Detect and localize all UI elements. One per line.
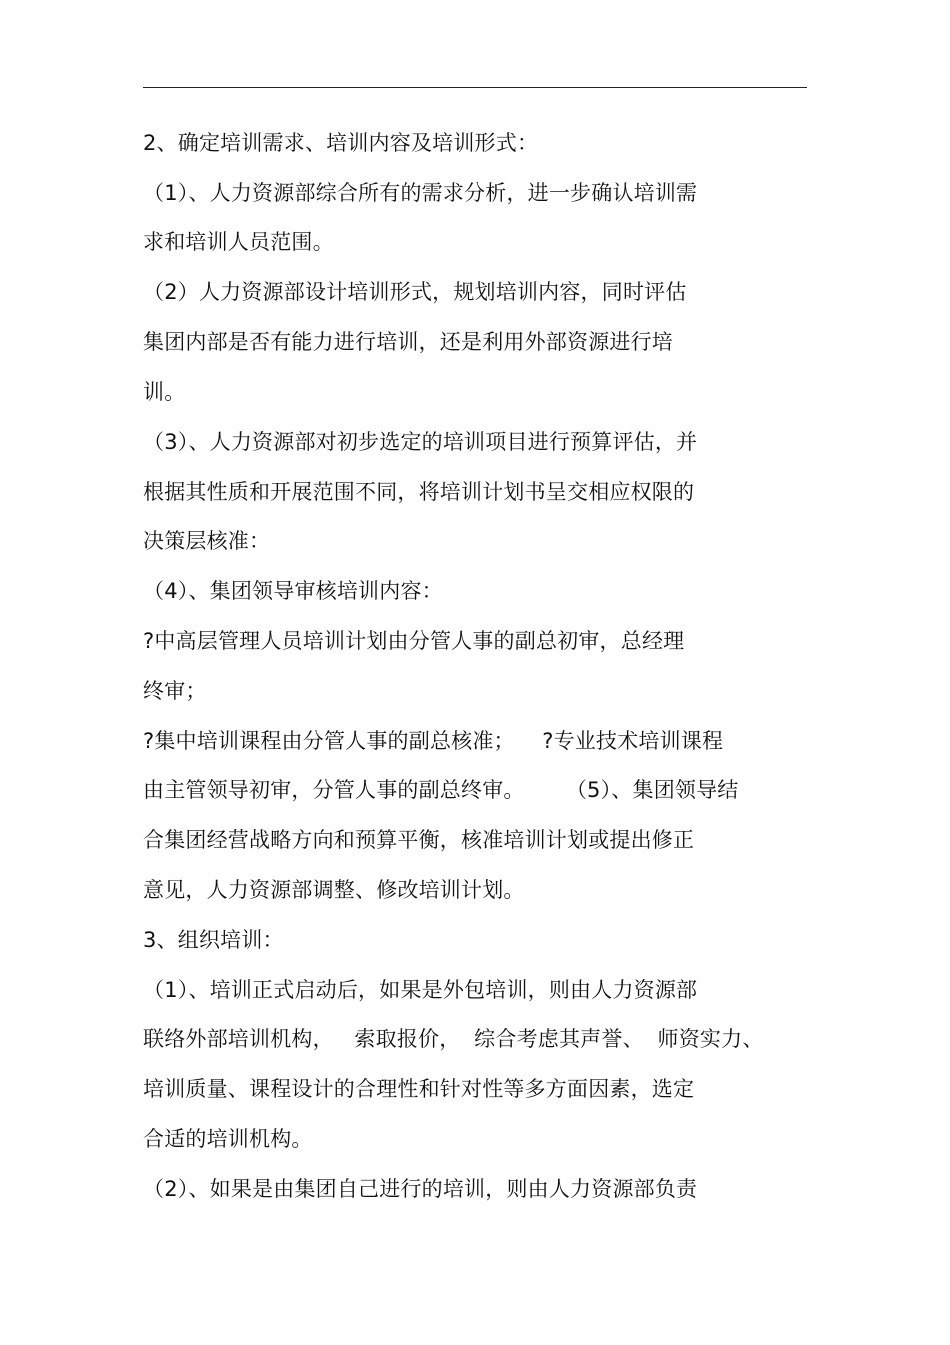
text-line: 根据其性质和开展范围不同，将培训计划书呈交相应权限的	[143, 480, 695, 504]
text-line: （4）、集团领导审核培训内容：	[143, 579, 443, 603]
text-line: 联络外部培训机构， 索取报价， 综合考虑其声誉、 师资实力、	[143, 1027, 764, 1051]
text-line: （2）人力资源部设计培训形式，规划培训内容，同时评估	[143, 280, 687, 304]
text-line: ?中高层管理人员培训计划由分管人事的副总初审，总经理	[143, 629, 685, 653]
text-line: （2）、如果是由集团自己进行的培训，则由人力资源部负责	[143, 1177, 698, 1201]
text-line: 合集团经营战略方向和预算平衡，核准培训计划或提出修正	[143, 828, 695, 852]
text-line: 3、组织培训：	[143, 928, 284, 952]
text-line: 决策层核准：	[143, 529, 271, 553]
text-line: 集团内部是否有能力进行培训，还是利用外部资源进行培	[143, 330, 673, 354]
text-line: ?集中培训课程由分管人事的副总核准； ?专业技术培训课程	[143, 729, 724, 753]
text-line: 合适的培训机构。	[143, 1127, 313, 1151]
text-line: （1）、培训正式启动后，如果是外包培训，则由人力资源部	[143, 978, 698, 1002]
text-line: 求和培训人员范围。	[143, 230, 334, 254]
text-line: 终审；	[143, 679, 207, 703]
text-line: 培训质量、课程设计的合理性和针对性等多方面因素，选定	[143, 1077, 695, 1101]
text-line: （1）、人力资源部综合所有的需求分析，进一步确认培训需	[143, 181, 698, 205]
text-line: 训。	[143, 380, 186, 404]
text-line: （3）、人力资源部对初步选定的培训项目进行预算评估，并	[143, 430, 698, 454]
text-line: 2、确定培训需求、培训内容及培训形式：	[143, 131, 539, 155]
text-line: 意见，人力资源部调整、修改培训计划。	[143, 878, 525, 902]
text-line: 由主管领导初审，分管人事的副总终审。 （5）、集团领导结	[143, 778, 739, 802]
